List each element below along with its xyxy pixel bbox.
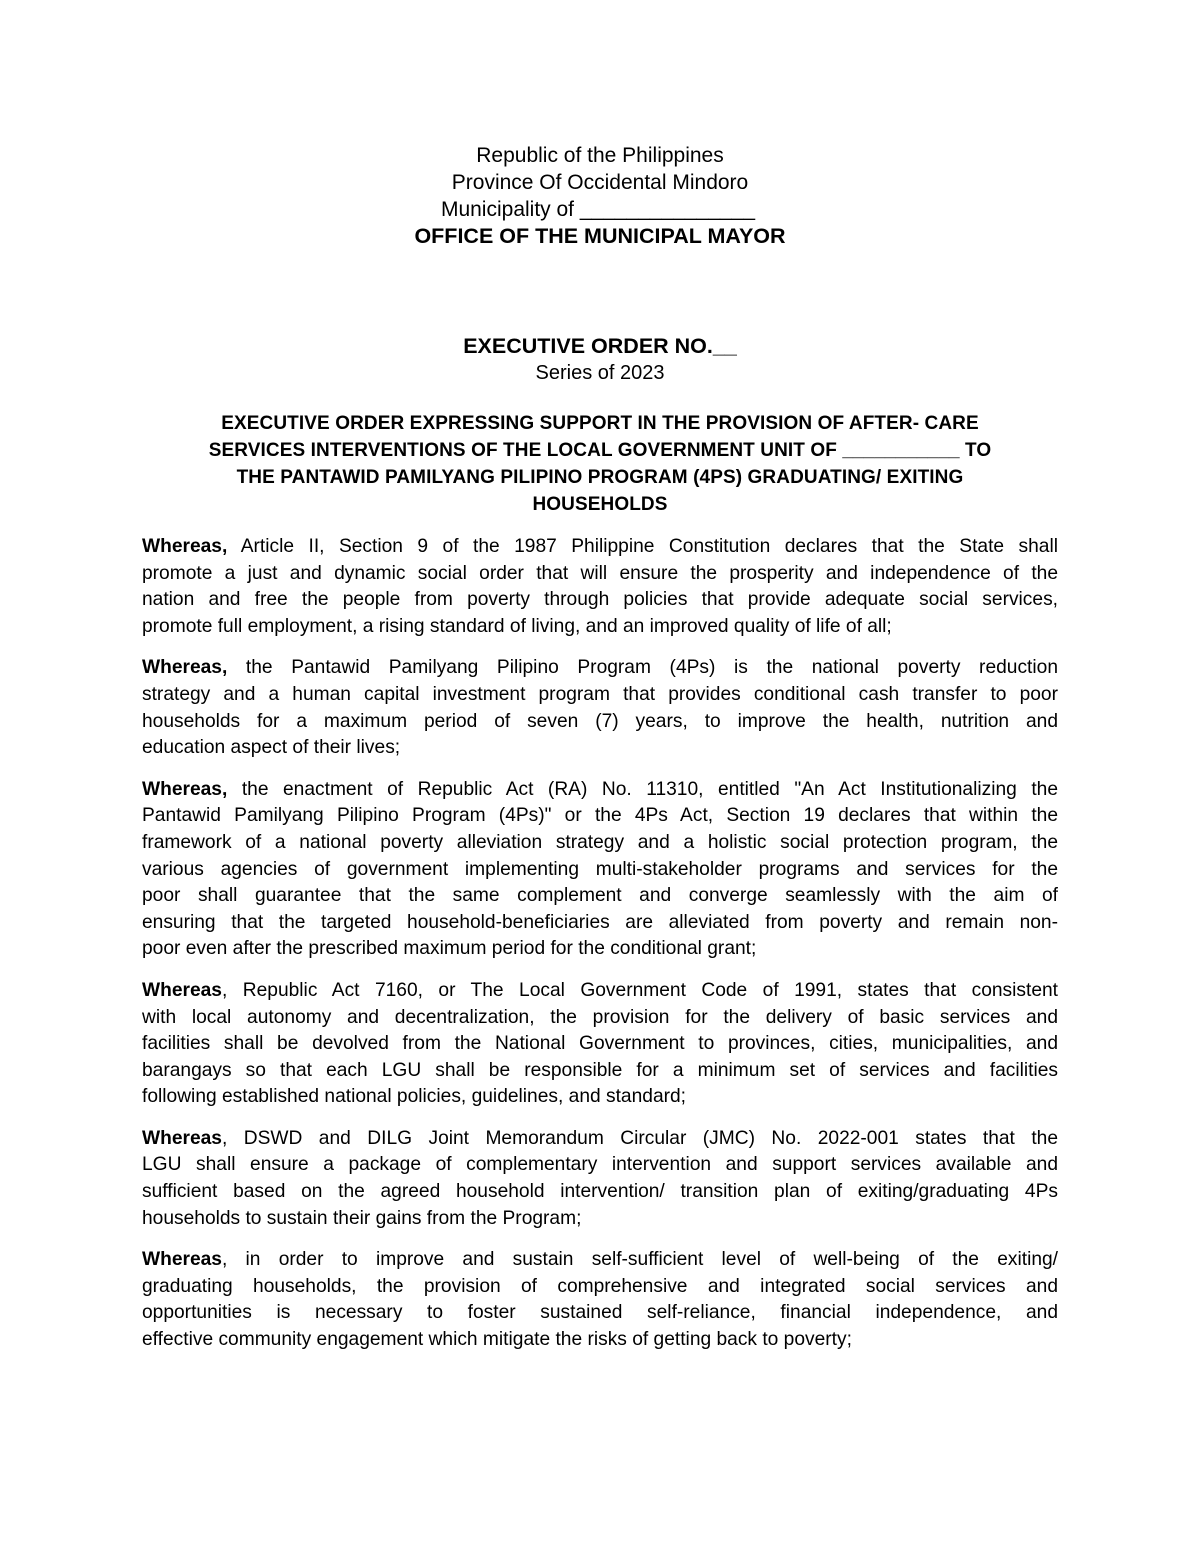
whereas-paragraph bbox=[142, 534, 1058, 640]
executive-order-series: Series of 2023 bbox=[535, 362, 665, 384]
paragraph-line: households for a maximum period of seven (7) years, to improve the health, nutrition and bbox=[142, 710, 1058, 732]
whereas-keyword: Whereas, bbox=[142, 657, 228, 679]
paragraph-line bbox=[142, 1247, 1058, 1274]
paragraph-line: nation and free the people from poverty through policies that provide adequate social services, bbox=[142, 589, 1058, 611]
line-text: Article II, Section 9 of the 1987 Philippine Constitution declares that the State shall bbox=[227, 536, 1058, 557]
subject-line: HOUSEHOLDS bbox=[532, 494, 668, 515]
paragraph-line: poor shall guarantee that the same complement and converge seamlessly with the aim of bbox=[142, 885, 1058, 907]
paragraph-line: promote a just and dynamic social order that will ensure the prosperity and independence of the bbox=[142, 562, 1058, 584]
paragraph-line bbox=[142, 978, 1058, 1005]
paragraph-line bbox=[142, 1126, 1058, 1153]
province-line: Province Of Occidental Mindoro bbox=[451, 171, 749, 194]
whereas-keyword: Whereas, bbox=[142, 778, 228, 800]
subject-line: SERVICES INTERVENTIONS OF THE LOCAL GOVERNMENT UNIT OF ___________ TO bbox=[208, 440, 992, 461]
whereas-keyword: Whereas, bbox=[142, 536, 228, 557]
paragraph-line: effective community engagement which mitigate the risks of getting back to poverty; bbox=[142, 1329, 852, 1351]
whereas-paragraph bbox=[142, 1247, 1058, 1353]
paragraph-line: promote full employment, a rising standard of living, and an improved quality of life of all; bbox=[142, 615, 892, 637]
paragraph-line: Pantawid Pamilyang Pilipino Program (4Ps)" or the 4Ps Act, Section 19 declares that within the bbox=[142, 805, 1058, 827]
whereas-paragraph bbox=[142, 978, 1058, 1111]
line-text: , in order to improve and sustain self-sufficient level of well-being of the exiting/ bbox=[221, 1249, 1058, 1271]
line-text: the Pantawid Pamilyang Pilipino Program (4Ps) is the national poverty reduction bbox=[227, 657, 1058, 679]
paragraph-line: education aspect of their lives; bbox=[142, 737, 401, 759]
line-text: , DSWD and DILG Joint Memorandum Circular (JMC) No. 2022-001 states that the bbox=[221, 1127, 1058, 1149]
subject-line: EXECUTIVE ORDER EXPRESSING SUPPORT IN THE PROVISION OF AFTER- CARE bbox=[221, 413, 979, 434]
line-text: the enactment of Republic Act (RA) No. 11310, entitled "An Act Institutionalizing the bbox=[227, 778, 1058, 800]
whereas-keyword: Whereas bbox=[142, 1127, 222, 1149]
paragraph-line: poor even after the prescribed maximum period for the conditional grant; bbox=[142, 938, 757, 960]
line-text: , Republic Act 7160, or The Local Government Code of 1991, states that consistent bbox=[221, 979, 1058, 1001]
paragraph-line: sufficient based on the agreed household intervention/ transition plan of exiting/graduating 4Ps bbox=[142, 1181, 1058, 1203]
paragraph-line bbox=[142, 655, 1058, 682]
paragraph-line bbox=[142, 777, 1058, 804]
letterhead bbox=[0, 142, 1200, 250]
whereas-paragraph bbox=[142, 777, 1058, 963]
order-subject bbox=[140, 410, 1060, 518]
executive-order-number: EXECUTIVE ORDER NO.__ bbox=[463, 334, 737, 358]
paragraph-line: strategy and a human capital investment program that provides conditional cash transfer to poor bbox=[142, 683, 1058, 705]
paragraph-line: with local autonomy and decentralization, the provision for the delivery of basic services and bbox=[142, 1006, 1058, 1028]
paragraph-line bbox=[142, 534, 1058, 561]
municipality-line: Municipality of _______________ bbox=[440, 198, 756, 221]
republic-line: Republic of the Philippines bbox=[476, 144, 724, 167]
executive-order-heading bbox=[0, 332, 1200, 386]
paragraph-line: barangays so that each LGU shall be responsible for a minimum set of services and facilities bbox=[142, 1059, 1058, 1081]
paragraph-line: framework of a national poverty alleviation strategy and a holistic social protection program, the bbox=[142, 831, 1058, 853]
paragraph-line: facilities shall be devolved from the National Government to provinces, cities, municipalities, and bbox=[142, 1033, 1058, 1055]
whereas-paragraph bbox=[142, 1126, 1058, 1232]
paragraph-line: ensuring that the targeted household-beneficiaries are alleviated from poverty and remain non- bbox=[142, 911, 1058, 933]
whereas-paragraph bbox=[142, 655, 1058, 761]
paragraph-line: various agencies of government implementing multi-stakeholder programs and services for the bbox=[142, 858, 1058, 880]
paragraph-line: LGU shall ensure a package of complementary intervention and support services available and bbox=[142, 1154, 1058, 1176]
paragraph-line: following established national policies, guidelines, and standard; bbox=[142, 1086, 687, 1108]
paragraph-line: households to sustain their gains from the Program; bbox=[142, 1207, 582, 1229]
whereas-keyword: Whereas bbox=[142, 979, 222, 1001]
subject-line: THE PANTAWID PAMILYANG PILIPINO PROGRAM (4PS) GRADUATING/ EXITING bbox=[236, 467, 964, 488]
office-title: OFFICE OF THE MUNICIPAL MAYOR bbox=[414, 224, 786, 248]
paragraph-line: opportunities is necessary to foster sustained self-reliance, financial independence, and bbox=[142, 1302, 1058, 1324]
whereas-keyword: Whereas bbox=[142, 1249, 222, 1271]
whereas-clauses bbox=[142, 534, 1058, 1369]
paragraph-line: graduating households, the provision of comprehensive and integrated social services and bbox=[142, 1275, 1058, 1297]
